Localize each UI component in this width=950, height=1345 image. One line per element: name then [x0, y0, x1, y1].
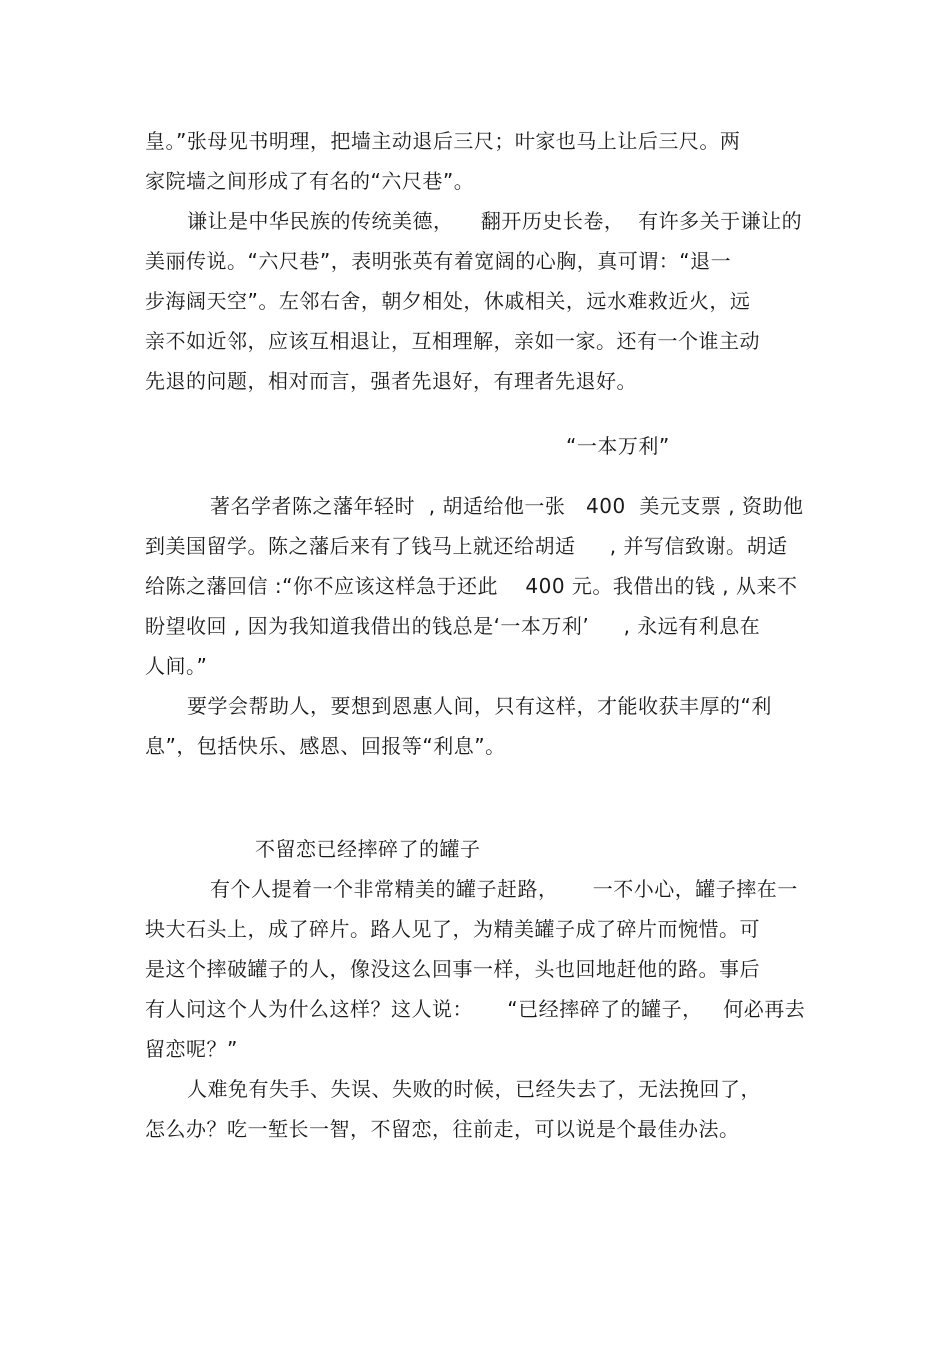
- text-line: 家院墙之间形成了有名的“六尺巷”。: [145, 169, 475, 193]
- text-line: 盼望收回 , 因为我知道我借出的钱总是‘一本万利’ , 永远有利息在: [145, 614, 761, 638]
- text-line: 是这个摔破罐子的人，像没这么回事一样，头也回地赶他的路。事后: [145, 957, 760, 981]
- text-line: 怎么办？吃一堑长一智，不留恋，往前走，可以说是个最佳办法。: [145, 1117, 740, 1141]
- text-line: 人间。”: [145, 654, 208, 678]
- text-line: 皇。”张母见书明理，把墙主动退后三尺；叶家也马上让后三尺。两: [145, 129, 741, 153]
- text-line: 要学会帮助人，要想到恩惠人间，只有这样，才能收获丰厚的“利: [187, 694, 772, 718]
- section-title: “一本万利”: [566, 434, 670, 458]
- text-line: 美丽传说。“六尺巷”，表明张英有着宽阔的心胸，真可谓：“退一: [145, 249, 732, 273]
- text-line: 留恋呢？”: [145, 1037, 238, 1061]
- text-line: 著名学者陈之藩年轻时 , 胡适给他一张 400 美元支票 , 资助他: [210, 494, 804, 518]
- text-line: 到美国留学。陈之藩后来有了钱马上就还给胡适 , 并写信致谢。胡适: [145, 534, 788, 558]
- section-title: 不留恋已经摔碎了的罐子: [255, 837, 481, 861]
- text-line: 先退的问题，相对而言，强者先退好，有理者先退好。: [145, 369, 637, 393]
- text-line: 步海阔天空”。左邻右舍，朝夕相处，休戚相关，远水难救近火，远: [145, 289, 751, 313]
- text-line: 人难免有失手、失误、失败的时候，已经失去了，无法挽回了，: [187, 1077, 761, 1101]
- text-line: 息”，包括快乐、感恩、回报等“利息”。: [145, 734, 506, 758]
- text-line: 亲不如近邻，应该互相退让，互相理解，亲如一家。还有一个谁主动: [145, 329, 760, 353]
- text-line: 块大石头上，成了碎片。路人见了，为精美罐子成了碎片而惋惜。可: [145, 917, 760, 941]
- text-line: 给陈之藩回信 :“你不应该这样急于还此 400 元。我借出的钱 , 从来不: [145, 574, 798, 598]
- text-line: 有个人提着一个非常精美的罐子赶路， 一不小心，罐子摔在一: [210, 877, 798, 901]
- text-line: 有人问这个人为什么这样？这人说： “已经摔碎了的罐子， 何必再去: [145, 997, 806, 1021]
- text-line: 谦让是中华民族的传统美德， 翻开历史长卷， 有许多关于谦让的: [187, 209, 803, 233]
